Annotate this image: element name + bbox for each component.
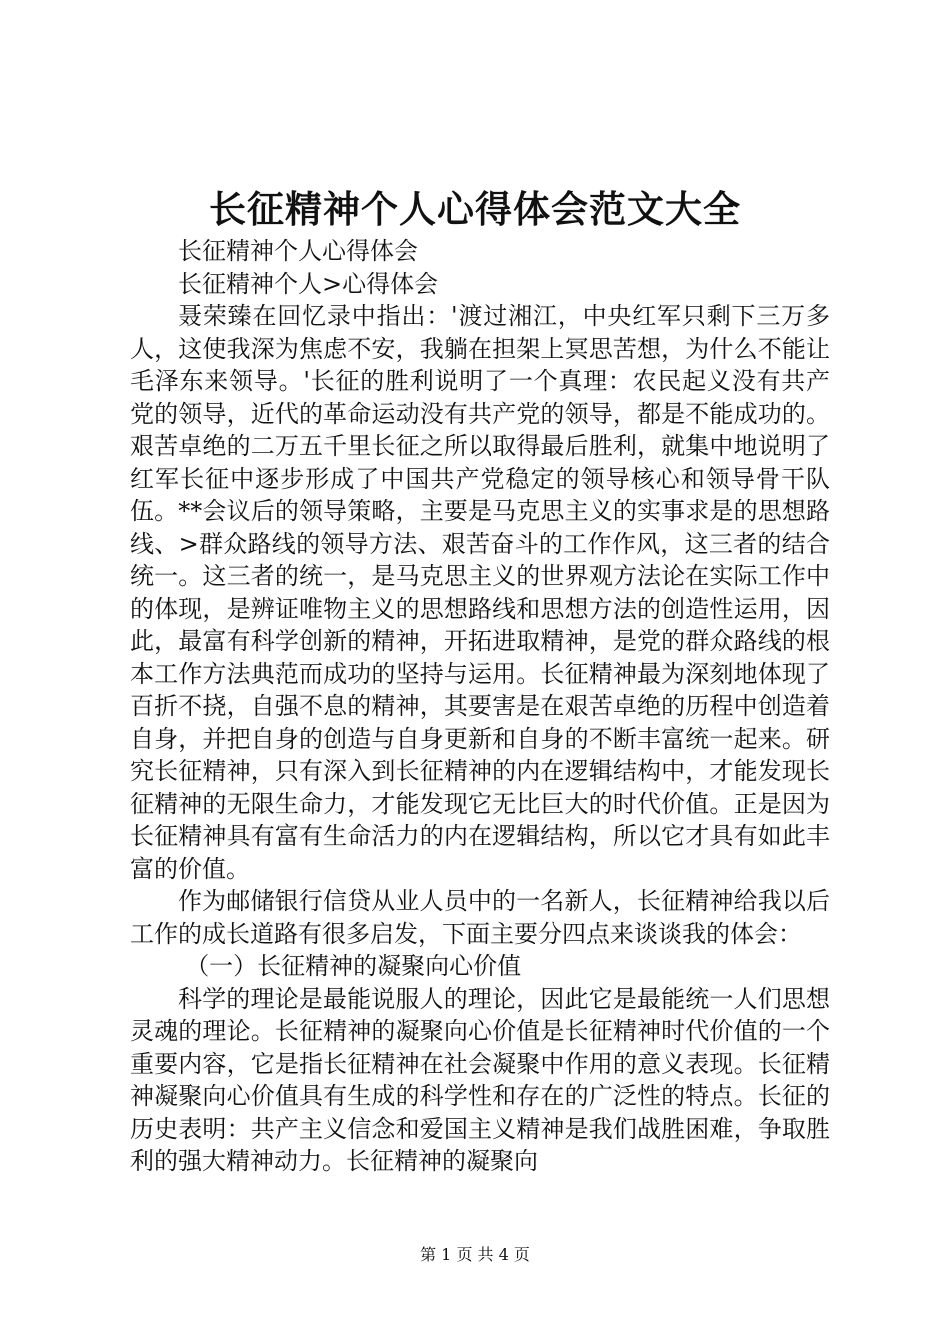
page-footer: 第 1 页 共 4 页: [420, 1245, 530, 1264]
section-heading: （一）长征精神的凝聚向心价值: [185, 952, 522, 980]
subtitle-line: 长征精神个人>心得体会: [178, 269, 439, 298]
body-paragraph: 聂荣臻在回忆录中指出：'渡过湘江，中央红军只剩下三万多人，这使我深为焦虑不安，我躺在担架上冥思苦想，为什么不能让毛泽东来领导。'长征的胜利说明了一个真理：农民起义没有共产党的领导，近代的革命运动没有共产党的领导，都是不能成功的。艰苦卓绝的二万五千里长征之所以取得最后胜利，就集中地说明了红军长征中逐步形成了中国共产党稳定的领导核心和领导骨干队伍。**会议后的领导策略，主要是马克思主义的实事求是的思想路线、>群众路线的领导方法、艰苦奋斗的工作作风，这三者的结合统一。这三者的统一，是马克思主义的世界观方法论在实际工作中的体现，是辨证唯物主义的思想路线和思想方法的创造性运用，因此，最富有科学创新的精神，开拓进取精神，是党的群众路线的根本工作方法典范而成功的坚持与运用。长征精神最为深刻地体现了百折不挠，自强不息的精神，其要害是在艰苦卓绝的历程中创造着自身，并把自身的创造与自身更新和自身的不断丰富统一起来。研究长征精神，只有深入到长征精神的内在逻辑结构中，才能发现长征精神的无限生命力，才能发现它无比巨大的时代价值。正是因为长征精神具有富有生命活力的内在逻辑结构，所以它才具有如此丰富的价值。: [130, 302, 830, 883]
document-body: [130, 235, 830, 1178]
body-paragraph: 作为邮储银行信贷从业人员中的一名新人，长征精神给我以后工作的成长道路有很多启发，下面主要分四点来谈谈我的体会：: [130, 887, 830, 948]
body-paragraph: 科学的理论是最能说服人的理论，因此它是最能统一人们思想灵魂的理论。长征精神的凝聚向心价值是长征精神时代价值的一个重要内容，它是指长征精神在社会凝聚中作用的意义表现。长征精神凝聚向心价值具有生成的科学性和存在的广泛性的特点。长征的历史表明：共产主义信念和爱国主义精神是我们战胜困难，争取胜利的强大精神动力。长征精神的凝聚向: [130, 984, 830, 1175]
document-title: 长征精神个人心得体会范文大全: [209, 187, 741, 231]
subtitle-line: 长征精神个人心得体会: [178, 237, 418, 265]
